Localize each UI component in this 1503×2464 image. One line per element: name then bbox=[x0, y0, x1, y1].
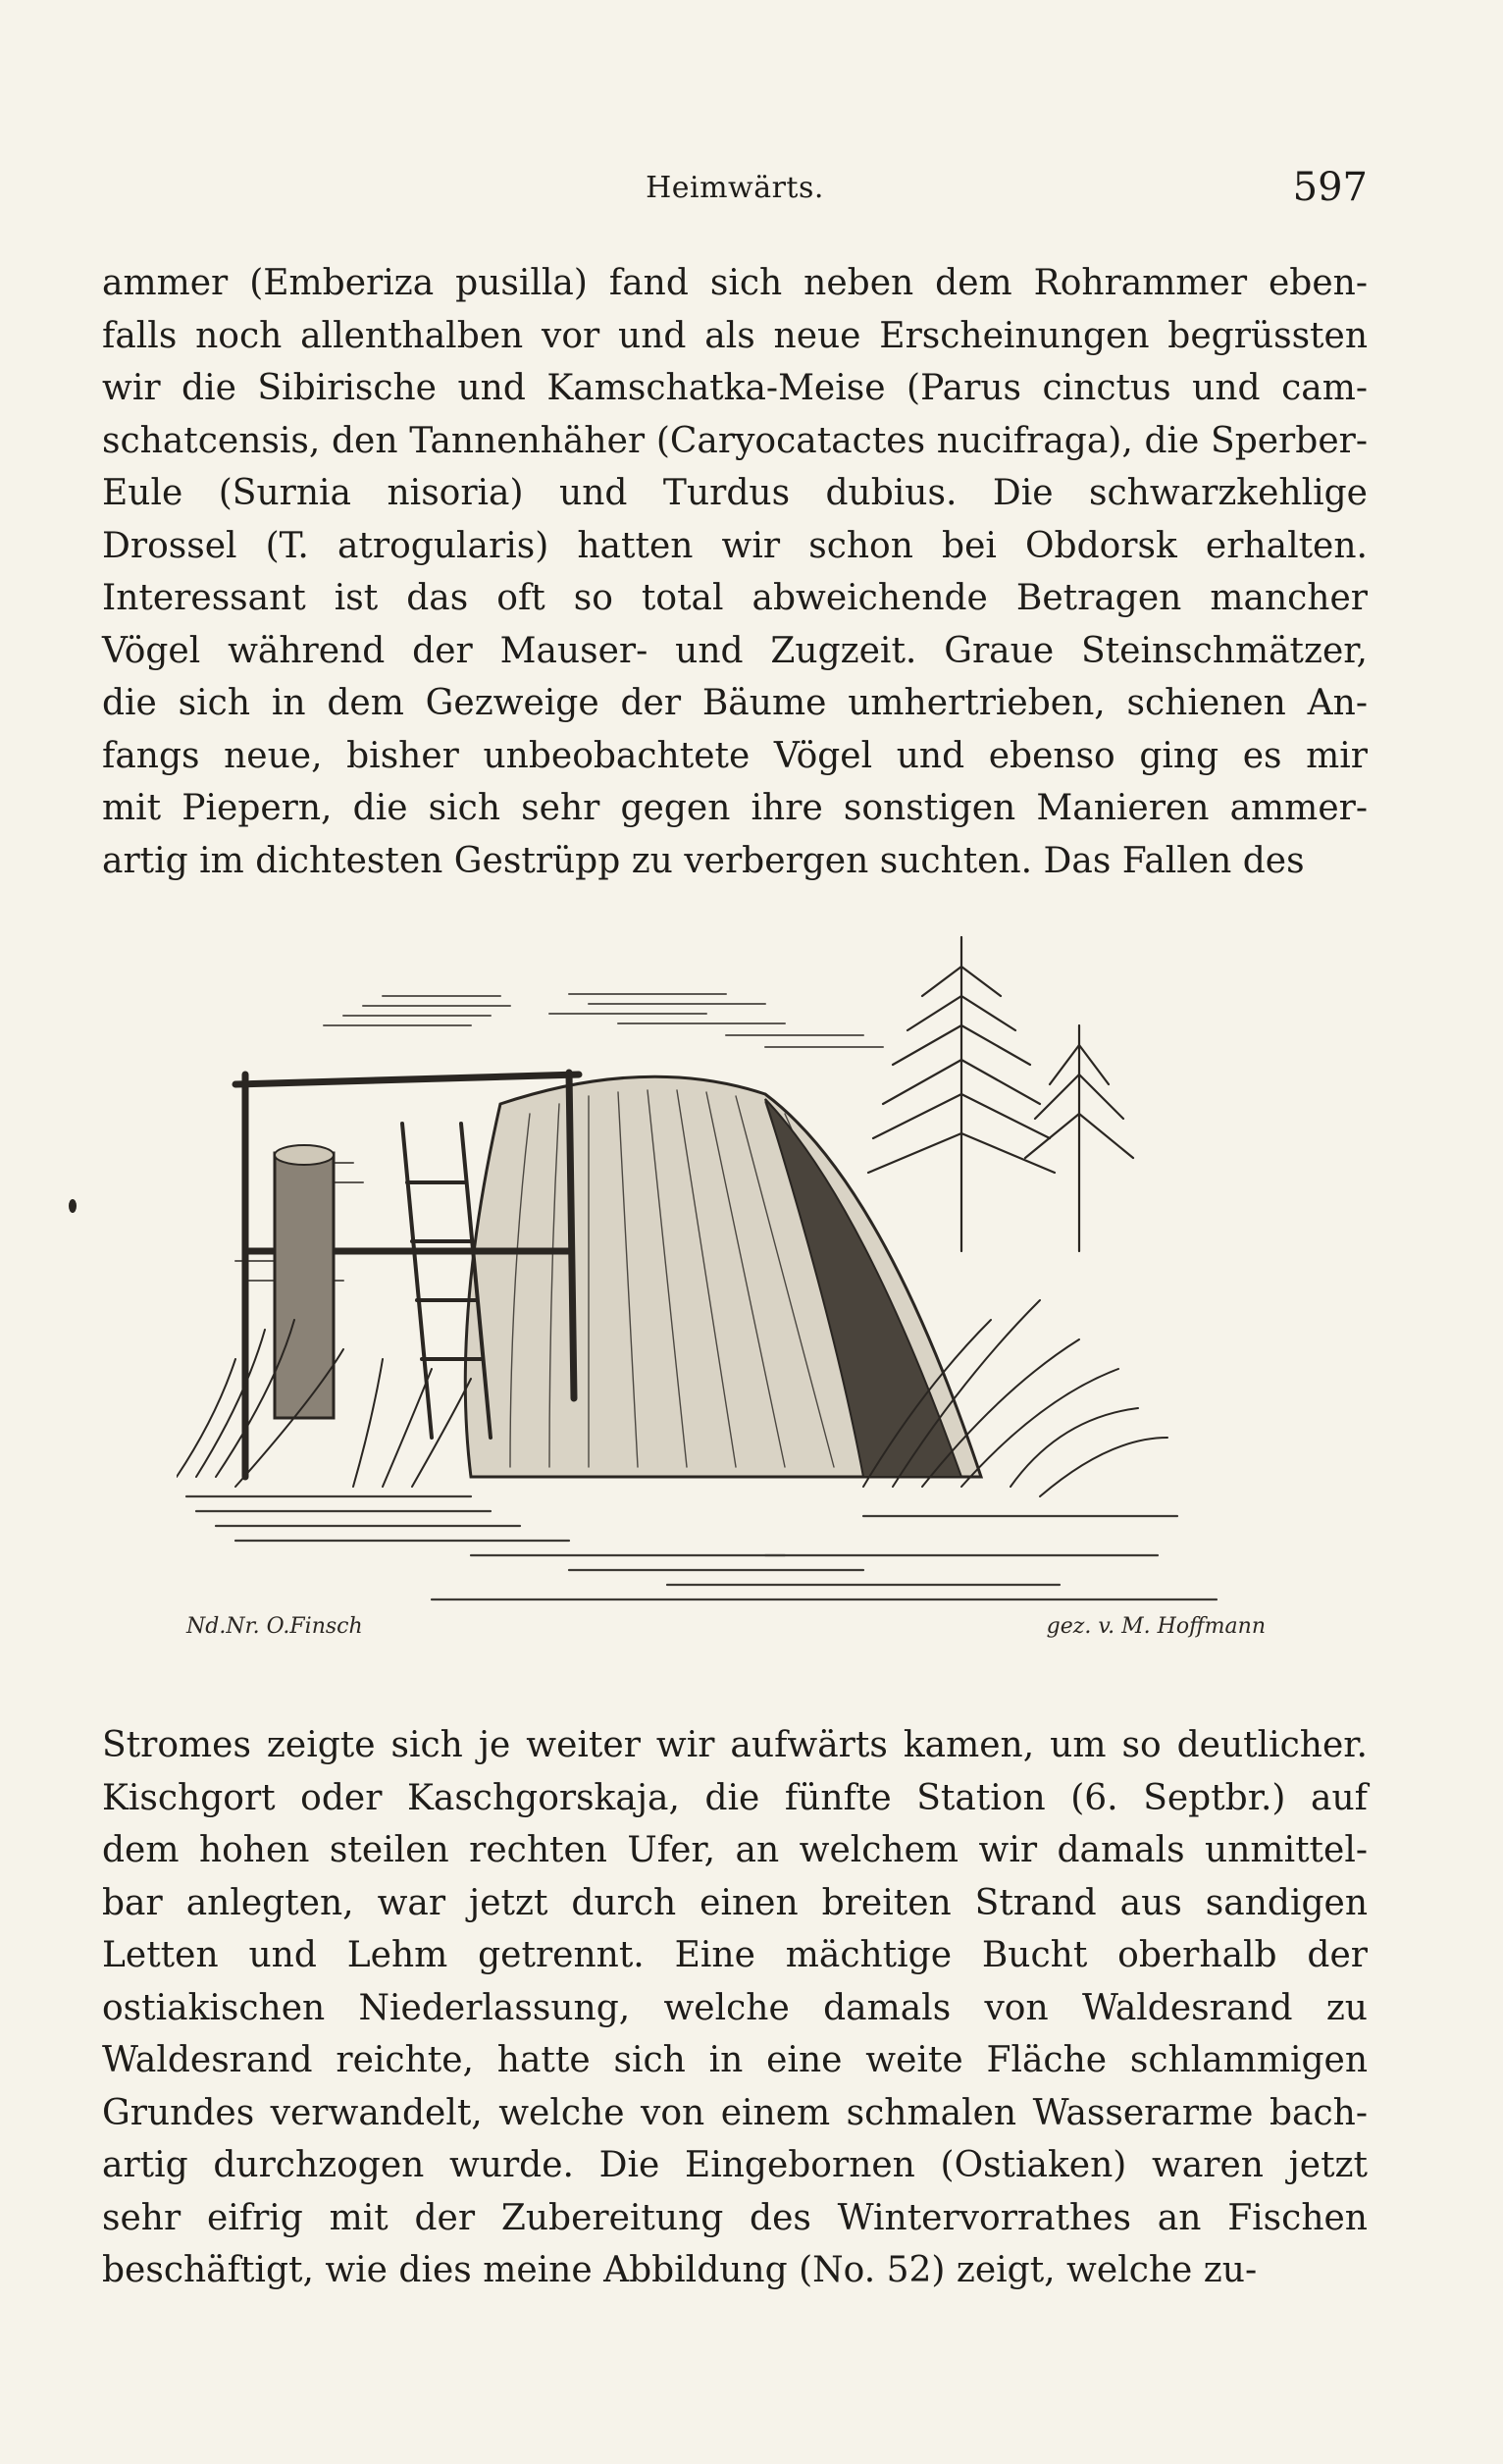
text-line: Drossel (T. atrogularis) hatten wir schon bei Obdorsk erhalten. bbox=[102, 525, 1368, 566]
text-line: sehr eifrig mit der Zubereitung des Wintervorrathes an Fischen bbox=[102, 2197, 1368, 2238]
text-line: bar anlegten, war jetzt durch einen breiten Strand aus sandigen bbox=[102, 1882, 1368, 1923]
text-line: fangs neue, bisher unbeobachtete Vögel und ebenso ging es mir bbox=[102, 735, 1368, 776]
text-line: die sich in dem Gezweige der Bäume umhertrieben, schienen An- bbox=[102, 683, 1368, 723]
artist-signature: gez. v. M. Hoffmann bbox=[1046, 1614, 1266, 1639]
text-line: Stromes zeigte sich je weiter wir aufwärts kamen, um so deutlicher. bbox=[102, 1725, 1368, 1765]
page-number: 597 bbox=[1292, 165, 1368, 210]
text-line: Eule (Surnia nisoria) und Turdus dubius. Die schwarzkehlige bbox=[102, 473, 1368, 513]
text-line: wir die Sibirische und Kamschatka-Meise (Parus cinctus und cam- bbox=[102, 368, 1368, 408]
text-line: Grundes verwandelt, welche von einem schmalen Wasserarme bach- bbox=[102, 2092, 1368, 2133]
text-line: schatcensis, den Tannenhäher (Caryocatactes nucifraga), die Sperber- bbox=[102, 420, 1368, 461]
engraver-signature: Nd.Nr. O.Finsch bbox=[186, 1614, 363, 1639]
text-line: artig durchzogen wurde. Die Eingebornen (Ostiaken) waren jetzt bbox=[102, 2145, 1368, 2185]
text-line: Letten und Lehm getrennt. Eine mächtige Bucht oberhalb der bbox=[102, 1935, 1368, 1975]
paragraph-bottom bbox=[102, 1719, 1368, 2297]
text-line: mit Piepern, die sich sehr gegen ihre sonstigen Manieren ammer- bbox=[102, 788, 1368, 828]
margin-mark bbox=[69, 1199, 77, 1213]
text-line: falls noch allenthalben vor und als neue Erscheinungen begrüssten bbox=[102, 315, 1368, 356]
text-line: ammer (Emberiza pusilla) fand sich neben dem Rohrammer eben- bbox=[102, 263, 1368, 303]
text-line: ostiakischen Niederlassung, welche damals von Waldesrand zu bbox=[102, 1987, 1368, 2028]
illustration-fish-drying-hut bbox=[177, 927, 1275, 1649]
text-line: artig im dichtesten Gestrüpp zu verbergen suchten. Das Fallen des bbox=[102, 840, 1305, 881]
text-line: Interessant ist das oft so total abweichende Betragen mancher bbox=[102, 578, 1368, 618]
engraving-drawing bbox=[177, 927, 1275, 1649]
running-header bbox=[102, 165, 1368, 214]
text-line: beschäftigt, wie dies meine Abbildung (No. 52) zeigt, welche zu- bbox=[102, 2250, 1258, 2290]
text-line: Kischgort oder Kaschgorskaja, die fünfte Station (6. Septbr.) auf bbox=[102, 1777, 1368, 1818]
text-line: Waldesrand reichte, hatte sich in eine weite Fläche schlammigen bbox=[102, 2040, 1368, 2080]
text-line: dem hohen steilen rechten Ufer, an welchem wir damals unmittel- bbox=[102, 1830, 1368, 1870]
running-title: Heimwärts. bbox=[646, 171, 824, 205]
text-line: Vögel während der Mauser- und Zugzeit. Graue Steinschmätzer, bbox=[102, 630, 1368, 671]
paragraph-top bbox=[102, 257, 1368, 887]
